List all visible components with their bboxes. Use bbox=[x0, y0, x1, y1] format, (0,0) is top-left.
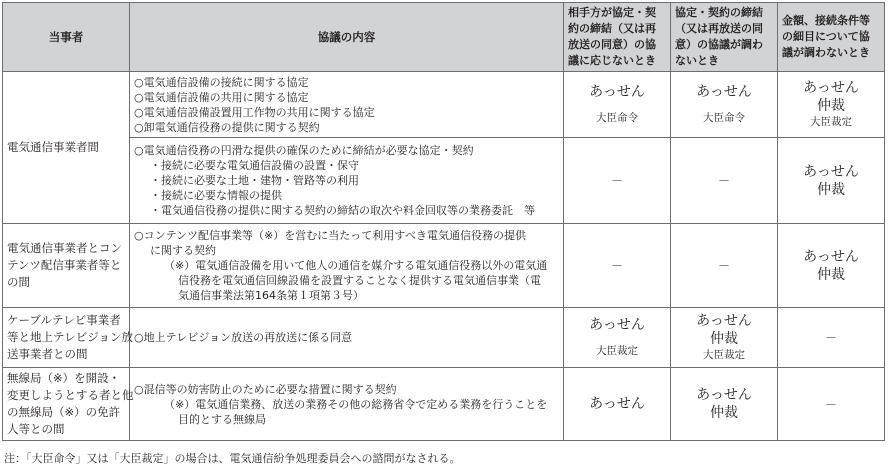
content-cell: ○地上テレビジョン放送の再放送に係る同意 bbox=[130, 308, 564, 368]
result-cell: あっせん 仲裁 bbox=[778, 138, 885, 224]
result-cell: あっせん 仲裁 bbox=[671, 368, 778, 441]
header-row bbox=[3, 3, 885, 72]
party-cell: ケーブルテレビ事業者 等と地上テレビジョン放 送事業者との間 bbox=[3, 308, 130, 368]
footnote: 注：「大臣命令」又は「大臣裁定」の場合は、電気通信紛争処理委員会への諮問がなされる。 bbox=[4, 452, 461, 465]
result-cell: あっせん 大臣命令 bbox=[564, 72, 671, 138]
result-cell: あっせん 仲裁 大臣裁定 bbox=[671, 308, 778, 368]
party-cell: 電気通信事業者とコン テンツ配信事業者等と の間 bbox=[3, 224, 130, 308]
result-cell: － bbox=[564, 224, 671, 308]
table-row bbox=[3, 308, 885, 368]
result-cell: あっせん 大臣命令 bbox=[671, 72, 778, 138]
result-cell: － bbox=[778, 308, 885, 368]
content-cell: ○コンテンツ配信事業等（※）を営むに当たって利用すべき電気通信役務の提供 に関する契約 （※）電気通信設備を用いて他人の通信を媒介する電気通信役務以外の電気通 信役務を電気通信回線設備を設置することなく提供する電気通信事業（電 気通信事業法第164条第１項第３号） bbox=[130, 224, 564, 308]
result-cell: － bbox=[564, 138, 671, 224]
result-cell: あっせん bbox=[564, 368, 671, 441]
party-cell: 無線局（※）を開設・ 変更しようとする者と他 の無線局（※）の免許 人等との間 bbox=[3, 368, 130, 441]
table-row bbox=[3, 224, 885, 308]
content-cell: ○混信等の妨害防止のために必要な措置に関する契約 （※）電気通信業務、放送の業務その他の総務省令で定める業務を行うことを 目的とする無線局 bbox=[130, 368, 564, 441]
result-cell: あっせん 仲裁 大臣裁定 bbox=[778, 72, 885, 138]
result-cell: あっせん 仲裁 bbox=[778, 224, 885, 308]
header-details-disagreement: 金額、接続条件等 の細目について協 議が調わないとき bbox=[778, 3, 885, 72]
header-content: 協議の内容 bbox=[130, 3, 564, 72]
table-row bbox=[3, 368, 885, 441]
header-no-response: 相手方が協定・契 約の締結（又は再 放送の同意）の協 議に応じないとき bbox=[564, 3, 671, 72]
dispute-resolution-table bbox=[2, 2, 885, 441]
result-cell: － bbox=[671, 224, 778, 308]
header-no-agreement: 協定・契約の締結 （又は再放送の同 意）の協議が調わ ないとき bbox=[671, 3, 778, 72]
party-cell: 電気通信事業者間 bbox=[3, 72, 130, 224]
table-row bbox=[3, 72, 885, 138]
header-party: 当事者 bbox=[3, 3, 130, 72]
content-cell: ○電気通信役務の円滑な提供の確保のために締結が必要な協定・契約 ・接続に必要な電気通信設備の設置・保守 ・接続に必要な土地・建物・管路等の利用 ・接続に必要な情報の提供 ・電気通信役務の提供に関する契約の締結の取次や料金回収等の業務委託 等 bbox=[130, 138, 564, 224]
result-cell: － bbox=[778, 368, 885, 441]
content-cell: ○電気通信設備の接続に関する協定 ○電気通信設備の共用に関する協定 ○電気通信設備設置用工作物の共用に関する協定 ○卸電気通信役務の提供に関する契約 bbox=[130, 72, 564, 138]
table-row bbox=[3, 138, 885, 224]
result-cell: － bbox=[671, 138, 778, 224]
result-cell: あっせん 大臣裁定 bbox=[564, 308, 671, 368]
